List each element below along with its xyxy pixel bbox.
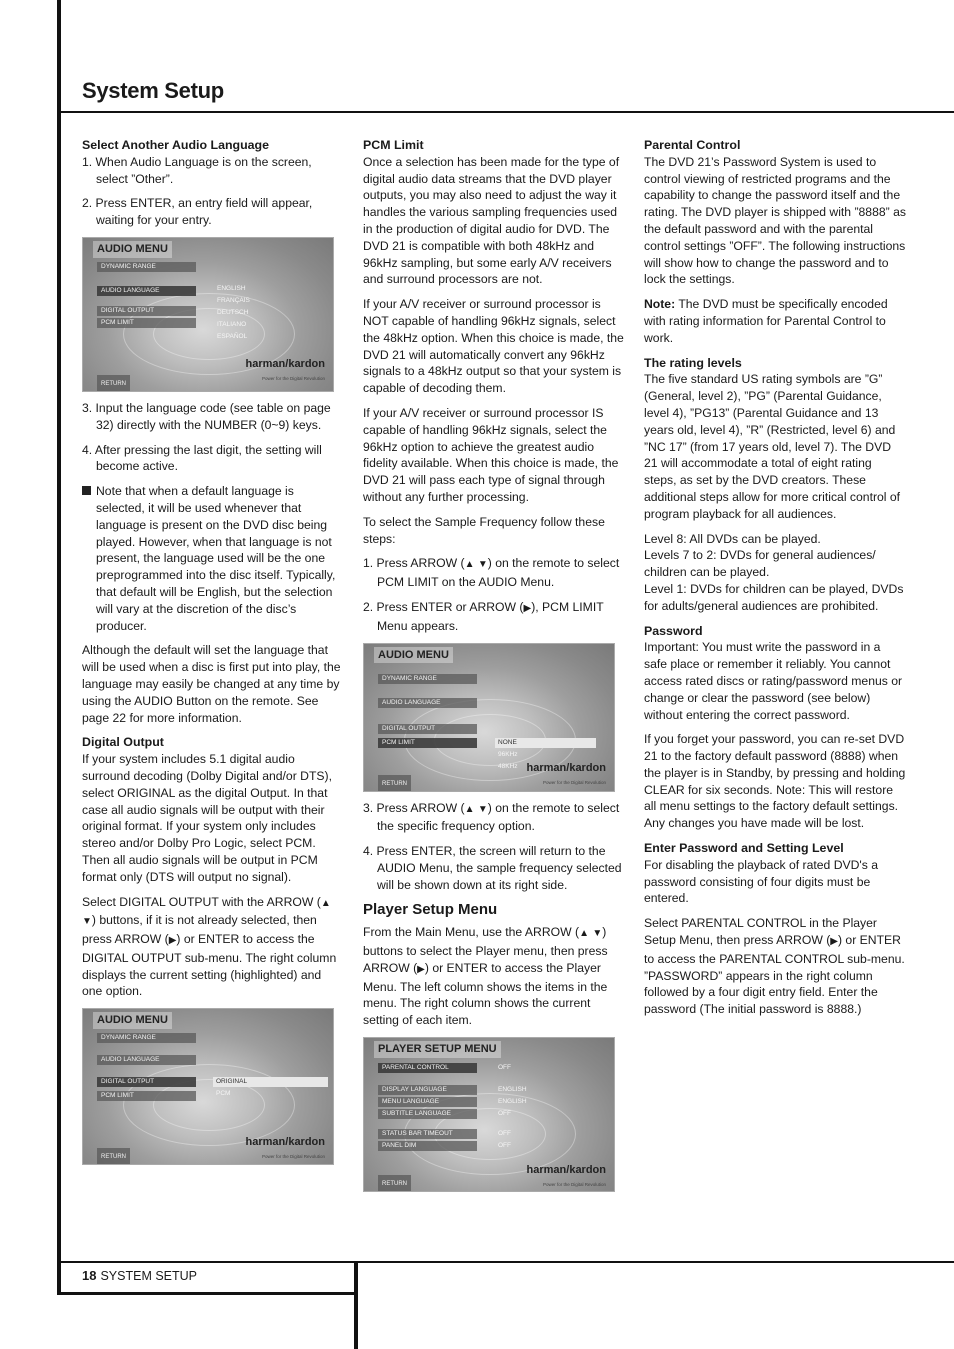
- heading-parental-control: Parental Control: [644, 138, 741, 152]
- paragraph-password: Important: You must write the password in a safe place or remember it reliably. You cannot access rated discs or rating/password menus or change or clear the password (see below) without entering the correct password.: [644, 640, 903, 722]
- right-arrow-icon: ▶: [523, 602, 532, 614]
- menu-row-dynamic-range: DYNAMIC RANGE: [378, 674, 477, 684]
- digital-option-pcm: PCM: [216, 1090, 231, 1098]
- player-value: OFF: [498, 1110, 511, 1118]
- brand-tagline: Power for the Digital Revolution: [542, 1182, 606, 1188]
- menu-row-pcm-limit: PCM LIMIT: [378, 738, 477, 748]
- menu-row-panel-dim: PANEL DIM: [378, 1141, 477, 1151]
- paragraph-pcm: Once a selection has been made for the type of digital audio data streams that the DVD player outputs, you may also need to adjust the way it handles the various sampling frequencies used in the production of digital audio for DVD. The DVD 21 is compatible with both 48kHz and 96kHz sampling, but some early A/V receivers and surround processors are not.: [363, 154, 620, 287]
- heading-pcm-limit: PCM Limit: [363, 138, 424, 152]
- down-arrow-icon: ▼: [477, 803, 488, 815]
- menu-row-audio-language: AUDIO LANGUAGE: [378, 698, 477, 708]
- step-1: 1. When Audio Language is on the screen, select ”Other”.: [82, 154, 312, 186]
- heading-password: Password: [644, 623, 703, 638]
- column-3: [644, 137, 906, 1026]
- footer-rule: [57, 1261, 954, 1263]
- player-value: ENGLISH: [498, 1098, 527, 1106]
- paragraph-select-digital: Select DIGITAL OUTPUT with the ARROW (▲ ▼) buttons, if it is not already selected, then press ARROW (▶) or ENTER to access the DIGITAL OUTPUT sub-menu. The right column displays the current setting (highlighted) and one option.: [82, 894, 337, 999]
- menu-row-audio-language: AUDIO LANGUAGE: [97, 1055, 196, 1065]
- level-8: Level 8: All DVDs can be played.: [644, 531, 821, 546]
- down-arrow-icon: ▼: [477, 559, 488, 571]
- step-3: 3. Input the language code (see table on page 32) directly with the NUMBER (0~9) keys.: [82, 400, 331, 432]
- column-2: [363, 137, 625, 1192]
- player-value: OFF: [498, 1142, 511, 1150]
- heading-digital-output: Digital Output: [82, 735, 164, 750]
- brand-logo: harman/kardon: [526, 761, 606, 774]
- brand-tagline: Power for the Digital Revolution: [261, 1154, 325, 1160]
- menu-row-status-bar-timeout: STATUS BAR TIMEOUT: [378, 1129, 477, 1139]
- right-arrow-icon: ▶: [168, 935, 177, 947]
- menu-row-display-language: DISPLAY LANGUAGE: [378, 1085, 477, 1095]
- footer-divider-bar: [354, 1262, 358, 1349]
- paragraph-is-capable: If your A/V receiver or surround processor IS capable of handling 96kHz signals, select the 96kHz option to achieve the greatest audio fidelity available. When this choice is made, the DVD 21 will pass each type of signal through without any further processing.: [363, 405, 619, 504]
- paragraph-forget-password: If you forget your password, you can re-set DVD 21 to the factory default password (8888) when the player is in Standby, by pressing and holding CLEAR for six seconds. Note: This will restore all menu settings to the factory default settings. Any changes you have made will be lost.: [644, 732, 906, 831]
- brand-tagline: Power for the Digital Revolution: [542, 779, 606, 785]
- heading-select-language: Select Another Audio Language: [82, 138, 270, 152]
- screen-title: AUDIO MENU: [93, 1012, 172, 1029]
- up-arrow-icon: ▲: [579, 928, 589, 940]
- header-rule: [57, 111, 954, 113]
- lang-option: DEUTSCH: [217, 308, 249, 316]
- screen-title: PLAYER SETUP MENU: [374, 1041, 501, 1058]
- paragraph-to-select: To select the Sample Frequency follow these steps:: [363, 514, 605, 546]
- up-arrow-icon: ▲: [320, 897, 331, 909]
- levels-7-2: Levels 7 to 2: DVDs for general audiences/ children can be played.: [644, 548, 876, 580]
- page-number: 18: [82, 1268, 97, 1283]
- footer-section: SYSTEM SETUP: [100, 1269, 198, 1283]
- lang-option: ENGLISH: [217, 284, 246, 292]
- player-setup-menu-screen: [363, 1037, 615, 1192]
- menu-row-menu-language: MENU LANGUAGE: [378, 1097, 477, 1107]
- heading-player-setup: Player Setup Menu: [363, 900, 498, 918]
- digital-option-original: ORIGINAL: [213, 1077, 328, 1087]
- footer-underline: [57, 1292, 357, 1295]
- return-label: RETURN: [97, 1148, 130, 1165]
- paragraph-digital-output: If your system includes 5.1 digital audio surround decoding (Dolby Digital and/or DTS), select ORIGINAL as the digital Output. In that case all audio signals will be output with their original format. If your system only includes stereo and/or Dolby Pro Logic, select PCM. Then all audio signals will be output in PCM format only (DTS will output no signal).: [82, 752, 332, 884]
- pcm-step-4: 4. Press ENTER, the screen will return to the AUDIO Menu, the sample frequency selected will be shown down at its right side.: [363, 844, 622, 892]
- paragraph-not-capable: If your A/V receiver or surround processor is NOT capable of handling 96kHz signals, select the 48kHz option. When this choice is made, the DVD 21 will automatically convert any 96kHz signals to a 48kHz output so that your system is capable of decoding them.: [363, 297, 624, 396]
- screen-title: AUDIO MENU: [374, 647, 453, 664]
- level-1: Level 1: DVDs for children can be played, DVDs for adults/general audiences are prohibited.: [644, 581, 904, 613]
- up-arrow-icon: ▲: [464, 803, 475, 815]
- return-label: RETURN: [97, 375, 130, 392]
- up-arrow-icon: ▲: [464, 559, 475, 571]
- lang-option: ESPAÑOL: [217, 332, 248, 340]
- paragraph-parental-control: The DVD 21’s Password System is used to control viewing of restricted programs and the capability to change the password itself and the rating. The DVD player is shipped with ”8888” as the default password and with the parental control settings ”OFF”. The following instructions will show how to change the password and to lock the settings.: [644, 154, 906, 287]
- down-arrow-icon: ▼: [592, 928, 603, 940]
- note-default-language: Note that when a default language is selected, it will be used whenever that language is present on the DVD disc being played. However, when that language is not present, the language used will be the one preprogrammed into the disc itself. Typically, that default will be English, but the selection will vary at the discretion of the disc’s producer.: [82, 483, 344, 634]
- menu-row-digital-output: DIGITAL OUTPUT: [97, 306, 196, 316]
- menu-row-pcm-limit: PCM LIMIT: [97, 318, 196, 328]
- lang-option: FRANÇAIS: [217, 296, 250, 304]
- audio-menu-pcm-limit-screen: [363, 643, 615, 792]
- pcm-step-3: 3. Press ARROW (▲ ▼) on the remote to select the specific frequency option.: [363, 800, 620, 834]
- screen-title: AUDIO MENU: [93, 241, 172, 258]
- player-value: OFF: [498, 1064, 511, 1072]
- step-2: 2. Press ENTER, an entry field will appear, waiting for your entry.: [82, 196, 313, 228]
- menu-row-pcm-limit: PCM LIMIT: [97, 1091, 196, 1101]
- return-label: RETURN: [378, 1175, 411, 1192]
- menu-row-parental-control: PARENTAL CONTROL: [378, 1063, 477, 1073]
- brand-logo: harman/kardon: [245, 357, 325, 370]
- paragraph-rating-levels: The five standard US rating symbols are ”G” (General, level 2), ”PG” (Parental Guidance, level 4), ”PG13” (Parental Guidance and 13 years old, level 4), ”R” (Restricted, level 6) and ”NC 17” (from 17 years old, level 7). The DVD 21 will accommodate a total of eight rating steps, as set by the DVD creators. These additional steps allow for more critical control of program playback for all audiences.: [644, 372, 901, 521]
- note-parental: Note: The DVD must be specifically encoded with rating information for Parental Control to work.: [644, 297, 888, 345]
- pcm-option-96khz: 96KHz: [498, 750, 518, 758]
- pcm-step-1: 1. Press ARROW (▲ ▼) on the remote to select PCM LIMIT on the AUDIO Menu.: [363, 556, 620, 590]
- pcm-option-none: NONE: [495, 738, 596, 748]
- return-label: RETURN: [378, 775, 411, 792]
- right-arrow-icon: ▶: [830, 936, 838, 948]
- paragraph-select-parental: Select PARENTAL CONTROL in the Player Setup Menu, then press ARROW (▶) or ENTER to access the PARENTAL CONTROL sub-menu. ”PASSWORD” appears in the right column followed by a four digit entry field. Enter the password (The initial password is 8888.): [644, 916, 905, 1017]
- right-arrow-icon: ▶: [417, 963, 425, 975]
- down-arrow-icon: ▼: [82, 916, 92, 928]
- pcm-option-48khz: 48KHz: [498, 762, 518, 770]
- menu-row-dynamic-range: DYNAMIC RANGE: [97, 1033, 196, 1043]
- paragraph-although: Although the default will set the language that will be used when a disc is first put into play, the language may easily be changed at any time by using the AUDIO Button on the remote. See page 22 for more information.: [82, 643, 341, 725]
- menu-row-digital-output: DIGITAL OUTPUT: [97, 1077, 196, 1087]
- heading-rating-levels: The rating levels: [644, 355, 742, 370]
- brand-tagline: Power for the Digital Revolution: [261, 375, 325, 381]
- player-value: ENGLISH: [498, 1086, 527, 1094]
- heading-enter-password: Enter Password and Setting Level: [644, 841, 844, 856]
- brand-logo: harman/kardon: [245, 1136, 325, 1149]
- paragraph-player-setup: From the Main Menu, use the ARROW (▲ ▼) buttons to select the Player menu, then press ARROW (▶) or ENTER to access the Player Menu. The left column shows the items in the menu. The right column shows the current setting of each item.: [363, 925, 608, 1028]
- page-footer: [82, 1268, 197, 1283]
- lang-option: ITALIANO: [217, 320, 247, 328]
- left-margin-bar: [57, 0, 61, 1295]
- audio-menu-digital-output-screen: [82, 1008, 334, 1165]
- menu-row-audio-language: AUDIO LANGUAGE: [97, 286, 196, 296]
- paragraph-enter-password: For disabling the playback of rated DVD's a password consisting of four digits must be entered.: [644, 857, 879, 906]
- pcm-step-2: 2. Press ENTER or ARROW (▶), PCM LIMIT Menu appears.: [363, 599, 604, 633]
- brand-logo: harman/kardon: [526, 1164, 606, 1177]
- step-4: 4. After pressing the last digit, the setting will become active.: [82, 442, 322, 474]
- menu-row-digital-output: DIGITAL OUTPUT: [378, 724, 477, 734]
- square-bullet-icon: [82, 486, 91, 495]
- column-1: [82, 137, 344, 1165]
- page-title: System Setup: [82, 78, 224, 103]
- menu-row-subtitle-language: SUBTITLE LANGUAGE: [378, 1109, 477, 1119]
- audio-menu-language-screen: [82, 237, 334, 392]
- menu-row-dynamic-range: DYNAMIC RANGE: [97, 262, 196, 272]
- player-value: OFF: [498, 1130, 511, 1138]
